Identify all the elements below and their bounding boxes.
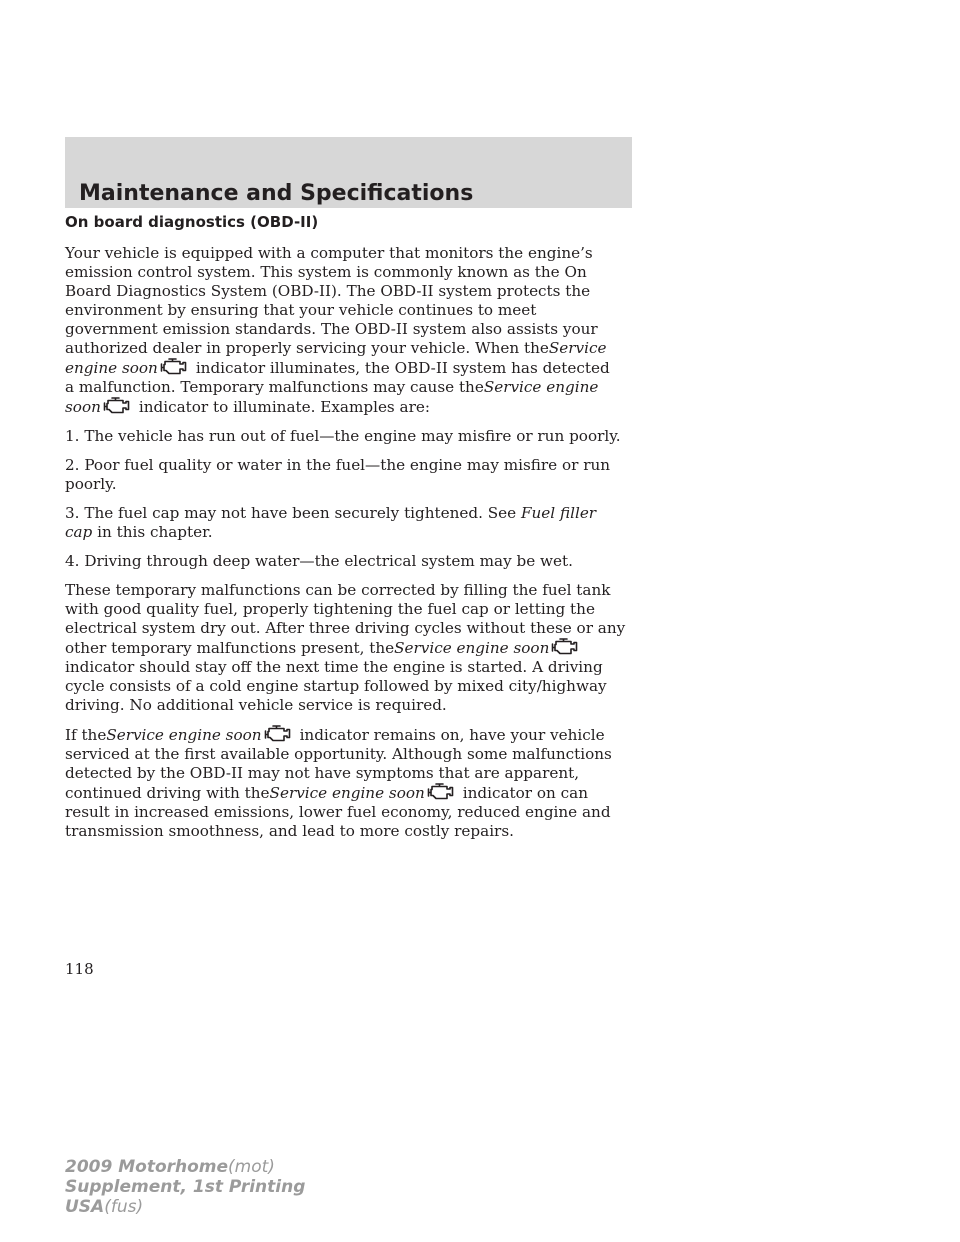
text-line bbox=[65, 397, 640, 417]
indicator-name: engine soon bbox=[65, 359, 158, 377]
text-line bbox=[65, 358, 640, 378]
text-run: other temporary malfunctions present, the bbox=[65, 639, 395, 657]
check-engine-icon bbox=[264, 725, 294, 742]
print-footer bbox=[65, 1157, 305, 1217]
text-run: indicator on can bbox=[462, 784, 588, 802]
page-number: 118 bbox=[65, 960, 94, 978]
list-item bbox=[65, 427, 640, 446]
text-run: If the bbox=[65, 726, 107, 744]
indicator-name: Service engine bbox=[483, 378, 599, 396]
text-line: 4. Driving through deep water—the electrical system may be wet. bbox=[65, 552, 573, 570]
text-line: detected by the OBD-II may not have symptoms that are apparent, bbox=[65, 764, 580, 782]
text-line: poorly. bbox=[65, 475, 117, 493]
text-line: electrical system dry out. After three driving cycles without these or any bbox=[65, 619, 626, 637]
text-line: result in increased emissions, lower fuel economy, reduced engine and bbox=[65, 803, 611, 821]
text-run: indicator remains on, have your vehicle bbox=[299, 726, 605, 744]
text-line: These temporary malfunctions can be corrected by filling the fuel tank bbox=[65, 581, 611, 599]
text-run: authorized dealer in properly servicing your vehicle. When the bbox=[65, 339, 549, 357]
text-line: government emission standards. The OBD-II system also assists your bbox=[65, 320, 598, 338]
body-paragraph bbox=[65, 581, 640, 715]
text-run: in this chapter. bbox=[97, 523, 213, 541]
text-line: indicator should stay off the next time the engine is started. A driving bbox=[65, 658, 603, 676]
indicator-name: Service engine soon bbox=[106, 726, 262, 744]
text-line bbox=[65, 504, 640, 523]
footer-code: (mot) bbox=[228, 1157, 275, 1177]
text-line bbox=[65, 378, 640, 397]
footer-code: (fus) bbox=[104, 1197, 144, 1217]
text-line bbox=[65, 783, 640, 803]
header-band bbox=[65, 137, 632, 208]
text-line bbox=[65, 523, 640, 542]
text-line: 1. The vehicle has run out of fuel—the engine may misfire or run poorly. bbox=[65, 427, 621, 445]
text-line: emission control system. This system is commonly known as the On bbox=[65, 263, 587, 281]
indicator-name: Service engine soon bbox=[269, 784, 425, 802]
text-run: 3. The fuel cap may not have been securely tightened. See bbox=[65, 504, 517, 522]
text-line bbox=[65, 638, 640, 658]
body-paragraph bbox=[65, 725, 640, 841]
cross-reference: Fuel filler bbox=[520, 504, 597, 522]
text-line: with good quality fuel, properly tightening the fuel cap or letting the bbox=[65, 600, 595, 618]
text-line: environment by ensuring that your vehicle continues to meet bbox=[65, 301, 537, 319]
text-run: continued driving with the bbox=[65, 784, 270, 802]
page-content bbox=[65, 212, 640, 851]
check-engine-icon bbox=[160, 358, 190, 375]
list-item bbox=[65, 456, 640, 494]
check-engine-icon bbox=[427, 783, 457, 800]
text-line: cycle consists of a cold engine startup followed by mixed city/highway bbox=[65, 677, 607, 695]
indicator-name: Service bbox=[548, 339, 607, 357]
text-run: indicator illuminates, the OBD-II system has detected bbox=[195, 359, 610, 377]
footer-text: 2009 Motorhome bbox=[65, 1157, 229, 1177]
text-line: serviced at the first available opportunity. Although some malfunctions bbox=[65, 745, 612, 763]
text-run: a malfunction. Temporary malfunctions may cause the bbox=[65, 378, 484, 396]
chapter-title: Maintenance and Specifications bbox=[79, 181, 474, 206]
check-engine-icon bbox=[103, 397, 133, 414]
text-line bbox=[65, 725, 640, 745]
footer-line: Supplement, 1st Printing bbox=[65, 1177, 306, 1197]
footer-line bbox=[65, 1197, 305, 1217]
text-line: transmission smoothness, and lead to more costly repairs. bbox=[65, 822, 514, 840]
indicator-name: Service engine soon bbox=[394, 639, 550, 657]
section-title: On board diagnostics (OBD-II) bbox=[65, 213, 319, 231]
footer-text: USA bbox=[65, 1197, 105, 1217]
intro-paragraph bbox=[65, 244, 640, 417]
text-line bbox=[65, 339, 640, 358]
text-line: Your vehicle is equipped with a computer that monitors the engine’s bbox=[65, 244, 593, 262]
text-line: 2. Poor fuel quality or water in the fuel—the engine may misfire or run bbox=[65, 456, 611, 474]
footer-line bbox=[65, 1157, 305, 1177]
cross-reference: cap bbox=[65, 523, 93, 541]
text-run: indicator to illuminate. Examples are: bbox=[138, 398, 430, 416]
text-line: Board Diagnostics System (OBD-II). The OBD-II system protects the bbox=[65, 282, 591, 300]
indicator-name: soon bbox=[65, 398, 101, 416]
text-line: driving. No additional vehicle service is required. bbox=[65, 696, 447, 714]
list-item bbox=[65, 504, 640, 542]
list-item bbox=[65, 552, 640, 571]
check-engine-icon bbox=[551, 638, 581, 655]
